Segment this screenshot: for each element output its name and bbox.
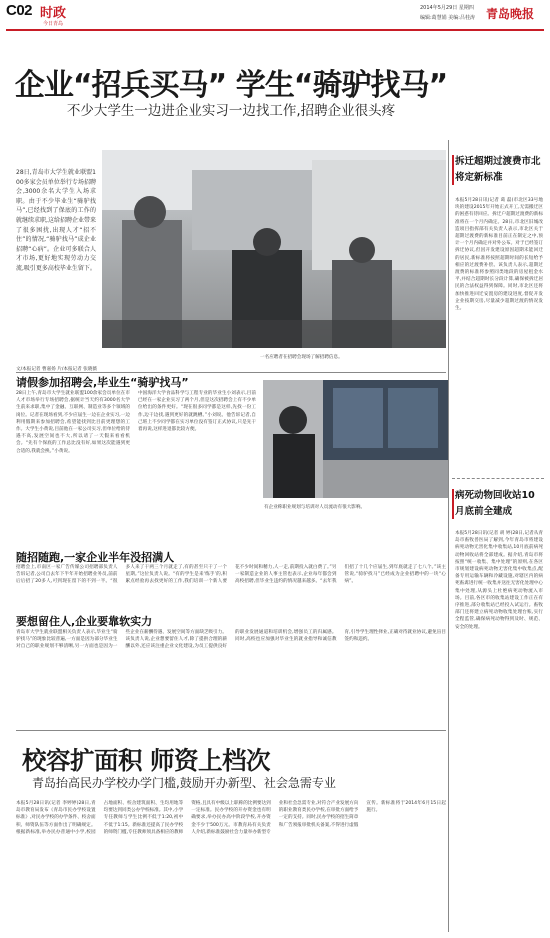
s3-body: [16, 629, 446, 673]
lead-subhead: 不少大学生一边进企业实习一边找工作,招聘企业很头疼: [66, 103, 396, 119]
lead-headline: 企业“招兵买马” 学生“骑驴找马”: [14, 68, 448, 103]
section-title: 时政: [40, 6, 67, 21]
second-story-body: [16, 800, 446, 930]
accent-bar: [452, 489, 454, 519]
issue-date: 2014年5月29日 星期四: [420, 5, 474, 11]
second-headline: 校容扩面积 师资上档次: [22, 746, 271, 775]
lead-photo-caption: 一名应聘者在招聘会现场了解招聘信息。: [260, 355, 343, 360]
column-divider: [448, 140, 449, 932]
s1-column-a: [16, 390, 130, 542]
job-fair-photo: [102, 150, 446, 348]
second-story-text: 本报5月28日讯(记者 李婷婷)28日,青岛市教育局发布《青岛市民办学校设置标准》,对民办学校的办学条件、校舍面积、师资队伍等方面作出了明确规定。根据新标准,举办民办普通中小学,校园占地面积、校舍建筑面积、生均用地等均要达到同类公办学校标准。其中,小学专任教师与学生比例不低于1:20,初中不低于1:15。新标准还提高了民办学校的师资门槛,专任教师须具备相应的教师资格,且具有中级以上职称的比例要达到一定标准。民办学校的开办资金也有明确要求,举办民办高中阶段学校,开办资金不少于500万元。市教育局有关负责人介绍,新标准鼓励社会力量举办新型专业和社会急需专业,对符合产业发展方向的职业教育类民办学校,在审批方面给予一定的支持。同时,民办学校的招生简章和广告须报审批机关备案,不得进行虚假宣传。新标准将于2014年6月15日起施行。: [16, 801, 446, 835]
divider: [452, 478, 544, 479]
s2-text: 招聘会上,市南区一家广告传媒公司招聘部负责人告诉记者,公司自去年下半年开始招聘业务员,前前后后招了20多人,可到现在留下的不到一半。“很多人来了干两三个月就走了,有的甚至只干了一个星期。”这位负责人说。“有的学生是来‘练手’的,积累点经验再去找更好的工作,我们培训一个新人要花不少时间和精力,人一走,前期投入就白费了。”另一家制造企业的人事主管也表示,企业每年都会到高校招聘,但毕业生违约的情况越来越多。“去年我们招了十几个应届生,到年底就走了七八个。”该主管说,“骑驴找马”已经成为企业招聘中的一块“心病”。: [16, 565, 446, 585]
page-number: C02: [6, 2, 33, 19]
lead-byline: 文/本报记者 曹嘉扬 片/本报记者 张晓薇: [16, 367, 97, 372]
s1-column-b: [138, 390, 256, 542]
accent-bar: [452, 155, 454, 185]
lead-intro-column: [16, 168, 96, 344]
right-story-1-text: 本报5月28日讯(记者 葛 磊)市北区33号地块的建设2015年开始正式开工,无需搬迁区的困惑有待回应。拆迁户超期过渡费的新标准将在一个月内确定。28日,市北区旧城改造项目指挥部有关负责人表示,市北区关于超期过渡费的新标准目前正在制定之中,预计一个月内确定并对外公布。对于已经签订拆迁协议,但因开发建设原因超期未能回迁的居民,新标准将按照超期时间的长短给予相应的过渡费补偿。该负责人表示,超期过渡费的标准将参照同类地段的房屋租金水平,并结合超期时长分段计算,确保被拆迁居民的合法权益得到保障。同时,市北区还将加快推进回迁安置房的建设进度,督促开发企业按期交房,尽量减少超期过渡的情况发生。: [455, 198, 543, 312]
right-story-1-body: [455, 197, 543, 471]
s3-text: 青岛市大学生就业联盟相关负责人表示,毕业生“骑驴找马”的现象比较普遍,一方面是因为部分毕业生对自己的职业规划不够清晰,另一方面也是因为一些企业在薪酬待遇、发展空间等方面缺乏吸引力。该负责人说,企业想要留住人才,除了提供合理的薪酬以外,还应该注重企业文化建设,为员工提供良好的职业发展通道和培训机会,增强员工的归属感。同时,高校也应加强对毕业生的就业指导和诚信教育,引导学生理性择业,正确对待就业协议,避免盲目签约和违约。: [16, 630, 446, 650]
editors-line: 编辑:葛慧娟 美编:吕桂涛: [420, 15, 475, 21]
newspaper-logo: 青岛晚报: [486, 7, 535, 21]
right-story-2-title: 病死动物回收站10月底前全建成: [455, 490, 535, 517]
s1-text-a: 28日上午,青岛市大学生就业联盟100余家会员单位在市人才市场举行专场招聘会,据统计当天约有3000名大学生前来求职,集中了金融、互联网、制造业等多个领域的岗位。记者在现场看到,不少应届生一边在企业实习,一边利用假期来参加招聘会,希望能找到比目前更理想的工作。大学生小黄说,目前他在一家公司实习,但单位给的待遇不高,发展空间也不大,所以请了一天假来看看机会。“先有个保底的工作总比没有好,如果这次能遇到更合适的,我就会换。”小黄说。: [16, 391, 130, 454]
s2-body: [16, 564, 446, 608]
subhead-2: 随招随跑,一家企业半年没招满人: [16, 551, 175, 564]
s1-text-b: 中国海洋大学食品科学与工程专业的毕业生小刘表示,目前已经在一家企业实习了两个月,但是这次招聘会上有不少单位给出的条件更好。“现在很多同学都是这样,先找一份工作,边干边找,遇到更好的就跳槽。”小刘说。他告诉记者,自己班上不少同学都在实习单位没有签订正式协议,只是先干着再说,这样进退都比较方便。: [138, 391, 256, 433]
header-divider: [6, 29, 544, 31]
page-header: [0, 0, 550, 30]
lead-intro-text: 28日,青岛市大学生就业联盟100多家会员单位举行专场招聘会,3000余名大学生入场求职。由于不少毕业生“骑驴找马”,已经找到了保底的工作的就继续求职,这给招聘企业带来了很多困扰,出现人才“招不住”的情况,“骑驴找马”成企业招聘“心病”。企业可多联合人才市场,更好地实现劳动力交流,吸引更多高校毕业生留下。: [16, 169, 96, 272]
training-photo: [263, 380, 448, 498]
second-subhead: 青岛抬高民办学校办学门槛,鼓励开办新型、社会急需专业: [32, 776, 336, 790]
subhead-3: 要想留住人,企业要靠软实力: [16, 615, 153, 628]
training-photo-caption: 有企业称职业规划与培训对人员流动有很大影响。: [264, 505, 366, 510]
divider: [16, 372, 446, 373]
subhead-1: 请假参加招聘会,毕业生“骑驴找马”: [16, 376, 189, 389]
divider: [16, 730, 446, 731]
right-story-1-title: 拆迁超期过渡费市北将定新标准: [455, 156, 541, 183]
section-subtitle: 今日青岛: [43, 21, 64, 27]
right-story-2-body: [455, 530, 543, 930]
right-story-2-text: 本报5月28日讯(记者 胡 婷)28日,记者从青岛市畜牧兽医局了解到,今年青岛市将建设病死动物无害化集中收集站,10月底前病死动物回收站将全部建成。据介绍,青岛市将按照“统一收集、集中处理”的原则,在各区市规划建设病死动物无害化集中收集点,配备专用运输车辆和冷藏设施,对辖区内的病死畜禽进行统一收集并送往无害化处理中心集中处理,从源头上杜绝病死动物流入市场。目前,各区市的收集站建设工作正在有序推进,部分收集站已经投入试运行。畜牧部门还将建立病死动物收集处理台账,实行全程监管,确保病死动物得到及时、规范、安全的处理。: [455, 531, 543, 630]
